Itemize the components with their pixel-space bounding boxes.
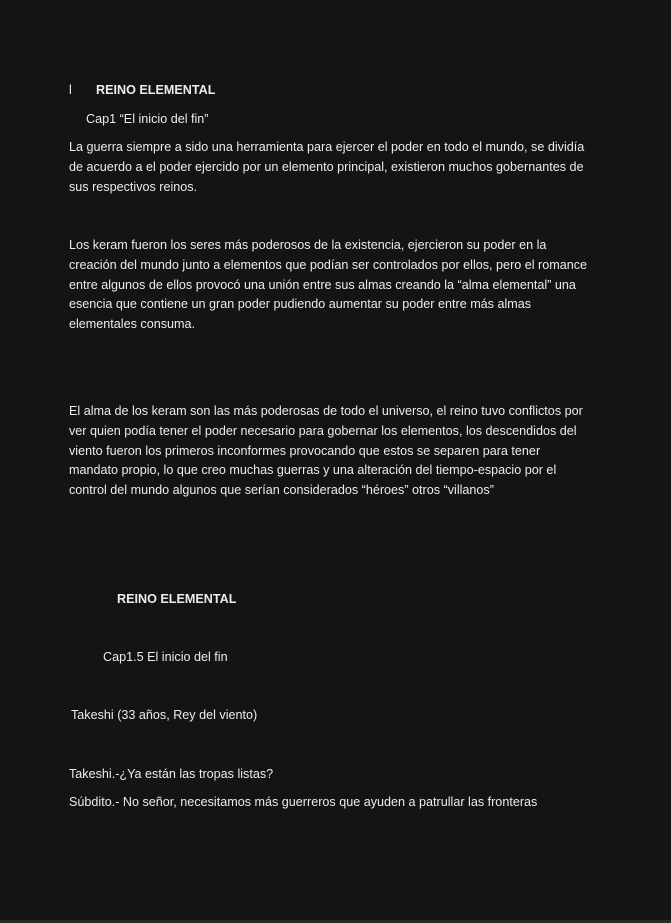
book-title: REINO ELEMENTAL — [96, 83, 216, 97]
paragraph-2: Los keram fueron los seres más poderosos de la existencia, ejercieron su poder en la creación del mundo junto a elementos que podían ser controlados por ellos, pero el romance entre algunos de ellos provocó una unión entre sus almas creando la “alma elemental” una esencia que contiene un gran poder pudiendo aumentar su poder entre más almas elementales consuma. — [69, 238, 588, 332]
dialogue-line-1: Takeshi.-¿Ya están las tropas listas? — [69, 767, 274, 781]
chapter-heading: Cap1 “El inicio del fin” — [86, 112, 209, 126]
paragraph-3: El alma de los keram son las más poderosas de todo el universo, el reino tuvo conflictos por ver quien podía tener el poder necesario para gobernar los elementos, los descendidos del viento fueron los primeros inconformes provocando que estos se separen para tener mandato propio, lo que creo muchas guerras y una alteración del tiempo-espacio por el control del mundo algunos que serían considerados “héroes” otros “villanos” — [69, 404, 583, 498]
dialogue-line-2: Súbdito.- No señor, necesitamos más guerreros que ayuden a patrullar las fronteras — [69, 795, 538, 809]
list-marker: l — [69, 83, 72, 97]
chapter-heading-2: Cap1.5 El inicio del fin — [103, 650, 228, 664]
paragraph-1: La guerra siempre a sido una herramienta para ejercer el poder en todo el mundo, se dividía de acuerdo a el poder ejercido por un elemento principal, existieron muchos gobernantes de sus respectivos reinos. — [69, 140, 585, 194]
book-title-repeat: REINO ELEMENTAL — [117, 592, 237, 606]
character-intro: Takeshi (33 años, Rey del viento) — [71, 708, 258, 722]
